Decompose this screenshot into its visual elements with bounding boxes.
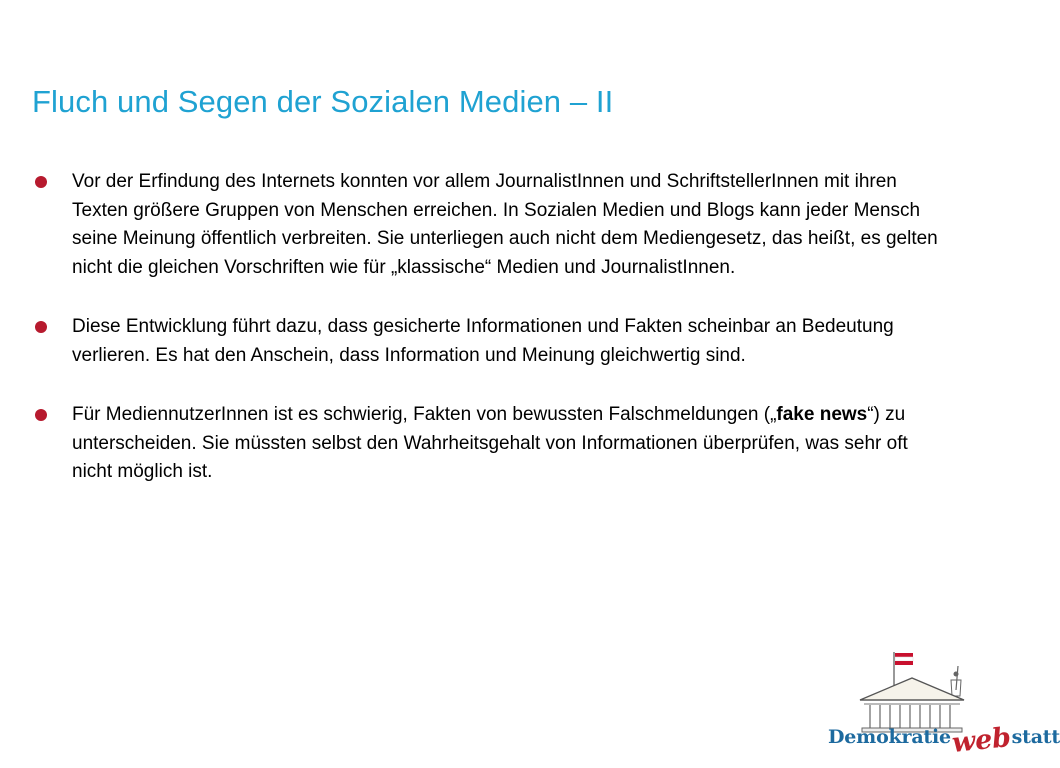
bullet-text-start: Für MediennutzerInnen ist es schwierig, Fakten von bewussten Falschmeldungen („ [72,404,777,425]
bullet-list [34,168,944,518]
logo-text-statt: statt [1011,726,1060,748]
bullet-item [34,168,944,282]
bullet-icon [35,321,47,333]
slide-title: Fluch und Segen der Sozialen Medien – II [32,84,614,119]
logo-text [828,719,1060,759]
bullet-item [34,313,944,370]
bullet-item [34,401,944,487]
bullet-text-end: “) zu unterscheiden. Sie müssten selbst den Wahrheitsgehalt von Informationen überprüfen, was sehr oft nicht möglich ist. [72,404,908,482]
bullet-icon [35,409,47,421]
demokratie-webstatt-logo [820,644,1060,764]
bullet-text: Vor der Erfindung des Internets konnten vor allem JournalistInnen und SchriftstellerInnen mit ihren Texten größere Gruppen von Menschen erreichen. In Sozialen Medien und Blogs kann jeder Mensch seine Meinung öffentlich verbreiten. Sie unterliegen auch nicht dem Mediengesetz, das heißt, es gelten nicht die gleichen Vorschriften wie für „klassische“ Medien und JournalistInnen. [72,171,938,278]
bullet-icon [35,176,47,188]
logo-text-demokratie: Demokratie [828,726,951,748]
bullet-text: Diese Entwicklung führt dazu, dass gesicherte Informationen und Fakten scheinbar an Bedeutung verlieren. Es hat den Anschein, dass Information und Meinung gleichwertig sind. [72,316,894,366]
logo-text-web: web [950,722,1013,759]
bullet-text-bold: fake news [776,404,868,425]
